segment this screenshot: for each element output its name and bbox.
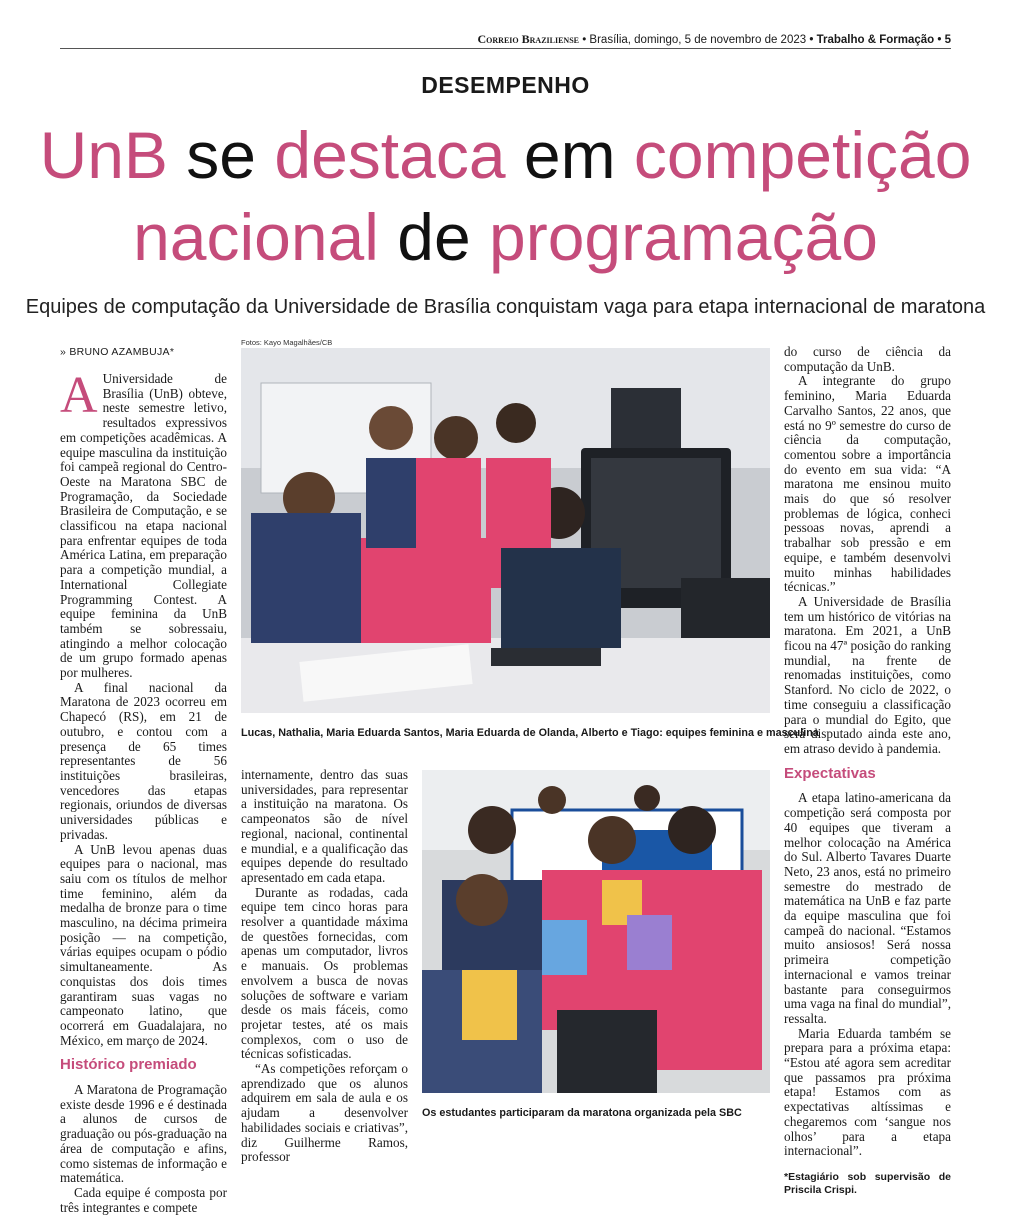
header-line: [478, 32, 951, 47]
header-place-date: Brasília, domingo, 5 de novembro de 2023: [589, 34, 807, 46]
paragraph: A etapa latino-americana da competição será composta por 40 equipes que tiveram a melhor colocação na América do Sul. Alberto Tavares Duarte Neto, 23 anos, está no primeiro semestre do mestrado de matemática na UnB e faz parte da equipe masculina que foi campeã do nacional. “Estamos muito ansiosos! Será nossa primeira competição internacional e vamos treinar bastante para conseguirmos uma vaga na final do mundial”, ressalta.: [784, 790, 951, 1026]
paragraph: [60, 367, 227, 681]
paragraph: “As competições reforçam o aprendizado que os alunos adquirem em sala de aula e os ajudam a desenvolver habilidades sociais e criativas”, diz Guilherme Ramos, professor: [241, 1061, 408, 1165]
paragraph: Maria Eduarda também se prepara para a próxima etapa: “Estou até agora sem acreditar que passamos pra próxima etapa! Estamos com as expectativas altíssimas e chegaremos com ‘sangue nos olhos’ para a etapa internacional”.: [784, 1025, 951, 1159]
article-column-2: [241, 768, 408, 1165]
section-subtitle: Expectativas: [784, 764, 876, 782]
paragraph: internamente, dentro das suas universidades, para representar a instituição na maratona. Os campeonatos são de nível regional, nacional, continental e mundial, e a qualificação das equipes depende do resultado apresentado em cada etapa.: [241, 767, 408, 885]
header-separator: •: [934, 34, 945, 46]
paragraph: A UnB levou apenas duas equipes para o nacional, mas saiu com os títulos de melhor time feminino, além da medalha de bronze para o time masculino, na décima primeira posição — na competição, várias equipes ocupam o pódio simultaneamente. As conquistas dos dois times garantiram suas vagas no campeonato latino, que ocorrerá em Guadalajara, no México, em março de 2024.: [60, 841, 227, 1048]
photo-students-with-trophies: [422, 770, 770, 1093]
headline-line-1: [20, 118, 991, 192]
paragraph: A final nacional da Maratona de 2023 ocorreu em Chapecó (RS), em 21 de outubro, e contou com a presença de 65 times representantes de 56 instituições brasileiras, vencedores das etapas regionais, oriundos de diversas universidades públicas e privadas.: [60, 679, 227, 842]
headline-word: programação: [489, 200, 878, 274]
paragraph: A Maratona de Programação existe desde 1996 e é destinada a alunos de cursos de graduação ou pós-graduação na área de computação e afins, como sistemas de informação e matemática.: [60, 1082, 227, 1186]
section-kicker: DESEMPENHO: [421, 72, 590, 98]
headline-word: se: [186, 118, 257, 192]
photo-credit: Fotos: Kayo Magalhães/CB: [241, 338, 333, 347]
paragraph: A integrante do grupo feminino, Maria Eduarda Carvalho Santos, 22 anos, que está no 9º semestre do curso de ciência da computação, comentou sobre a importância do evento em sua vida: “A maratona me ensinou muito mais do que só resolver problemas de lógica, conheci pessoas novas, aprendi a trabalhar sob pressão e em equipe, e também desenvolvi muito minhas habilidades técnicas.”: [784, 373, 951, 595]
paragraph: do curso de ciência da computação da UnB.: [784, 344, 951, 374]
headline-line-2: [20, 200, 991, 274]
page-number: 5: [944, 34, 951, 46]
subheadline: Equipes de computação da Universidade de Brasília conquistam vaga para etapa internacional de maratona: [25, 296, 986, 318]
photo-students-at-computer: [241, 348, 770, 713]
paragraph-text: Universidade de Brasília (UnB) obteve, neste semestre letivo, resultados expressivos em competições acadêmicas. A equipe masculina da instituição foi campeã regional do Centro-Oeste na Maratona SBC de Programação, da Sociedade Brasileira de Computação, e se classificou na etapa nacional para enfrentar equipes de toda América Latina, em preparação para a competição mundial, a International Collegiate Programming Contest. A equipe feminina da UnB também se sobressaiu, atingindo a melhor colocação de um grupo formado apenas por mulheres.: [60, 371, 227, 681]
drop-cap: A: [60, 367, 98, 424]
headline-word: nacional: [133, 200, 379, 274]
headline-word: de: [397, 200, 471, 274]
section-subtitle: Histórico premiado: [60, 1056, 197, 1074]
page-header: [60, 30, 951, 49]
article-column-1: [60, 367, 227, 1215]
photo-caption: Os estudantes participaram da maratona organizada pela SBC: [422, 1107, 742, 1119]
header-section: Trabalho & Formação: [816, 34, 935, 46]
paragraph: Durante as rodadas, cada equipe tem cinco horas para resolver a quantidade máxima de questões fornecidas, com apenas um computador, livros e manuais. Os problemas envolvem a busca de novas soluções de software e variam desde os mais fáceis, como projetar testes, até os mais complexos, com o uso de técnicas sofisticadas.: [241, 884, 408, 1062]
photo-illustration: [422, 770, 770, 1093]
header-separator: •: [579, 34, 590, 46]
headline-word: competição: [633, 118, 972, 192]
byline: » BRUNO AZAMBUJA*: [60, 346, 175, 358]
header-separator: •: [806, 34, 817, 46]
headline-word: em: [523, 118, 616, 192]
article-column-3: [784, 345, 951, 1197]
newspaper-brand: Correio Braziliense: [477, 32, 579, 46]
headline-word: UnB: [39, 118, 168, 192]
footnote: *Estagiário sob supervisão de Priscila Crispi.: [784, 1170, 951, 1196]
paragraph: Cada equipe é composta por três integrantes e compete: [60, 1184, 227, 1215]
headline-word: destaca: [274, 118, 506, 192]
photo-illustration: [241, 348, 770, 713]
photo-caption: Lucas, Nathalia, Maria Eduarda Santos, Maria Eduarda de Olanda, Alberto e Tiago: equipes feminina e masculina: [241, 727, 819, 739]
paragraph: A Universidade de Brasília tem um histórico de vitórias na maratona. Em 2021, a UnB ficou na 47ª posição do ranking mundial, na frente de renomadas instituições, como Stanford. No ciclo de 2022, o time conseguiu a classificação para o mundial do Egito, que será disputado ainda este ano, em atraso devido à pandemia.: [784, 593, 951, 756]
